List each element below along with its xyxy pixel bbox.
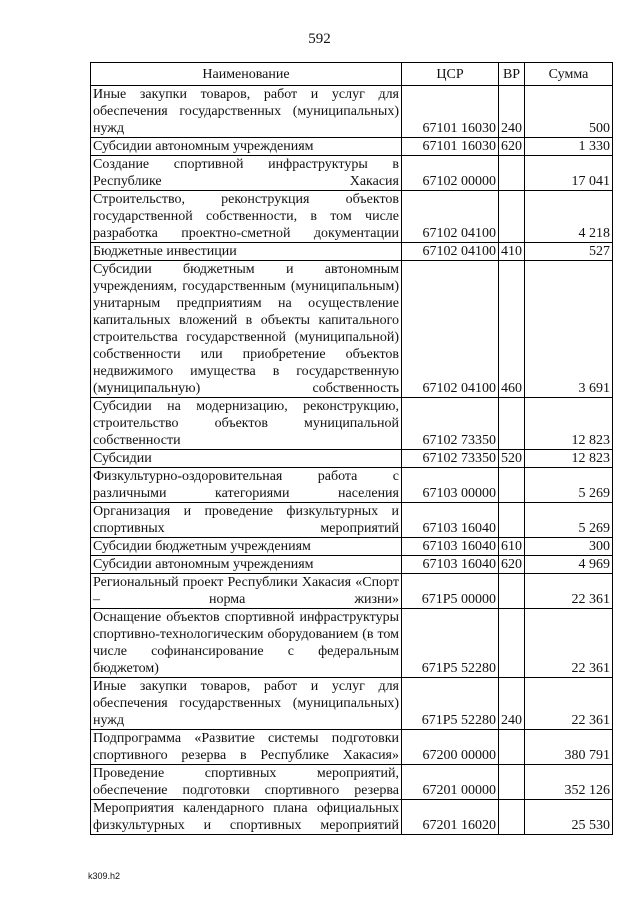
row-sum: 380 791	[525, 730, 613, 765]
row-vr	[499, 156, 525, 191]
row-sum: 5 269	[525, 468, 613, 503]
row-name: Субсидии автономным учреждениям	[91, 556, 402, 574]
row-csr: 67201 16020	[402, 800, 499, 835]
table-row	[91, 261, 613, 398]
row-csr: 671P5 52280	[402, 678, 499, 730]
table-row	[91, 138, 613, 156]
header-vr: ВР	[499, 63, 525, 86]
table-header-row	[91, 63, 613, 86]
page-number: 592	[308, 31, 331, 47]
header-csr: ЦСР	[402, 63, 499, 86]
row-name: Создание спортивной инфраструктуры в Республике Хакасия	[91, 156, 402, 191]
row-vr	[499, 765, 525, 800]
row-sum: 4 218	[525, 191, 613, 243]
row-csr: 671P5 52280	[402, 609, 499, 678]
row-vr: 620	[499, 138, 525, 156]
table-row	[91, 468, 613, 503]
table-row	[91, 609, 613, 678]
budget-table	[90, 62, 613, 835]
row-vr	[499, 800, 525, 835]
row-name: Бюджетные инвестиции	[91, 243, 402, 261]
row-sum: 4 969	[525, 556, 613, 574]
row-vr: 620	[499, 556, 525, 574]
row-csr: 67102 00000	[402, 156, 499, 191]
row-name: Субсидии на модернизацию, реконструкцию, строительство объектов муниципальной собственности	[91, 398, 402, 450]
row-vr: 610	[499, 538, 525, 556]
row-sum: 12 823	[525, 450, 613, 468]
table-row	[91, 243, 613, 261]
row-name: Субсидии	[91, 450, 402, 468]
row-sum: 1 330	[525, 138, 613, 156]
table-row	[91, 574, 613, 609]
row-vr	[499, 468, 525, 503]
row-sum: 500	[525, 86, 613, 138]
row-name: Иные закупки товаров, работ и услуг для обеспечения государственных (муниципальных) нужд	[91, 678, 402, 730]
row-sum: 12 823	[525, 398, 613, 450]
table-row	[91, 556, 613, 574]
row-csr: 67101 16030	[402, 138, 499, 156]
document-code: k309.h2	[88, 871, 121, 881]
row-name: Организация и проведение физкультурных и спортивных мероприятий	[91, 503, 402, 538]
table-row	[91, 765, 613, 800]
row-sum: 300	[525, 538, 613, 556]
table-row	[91, 730, 613, 765]
row-csr: 67200 00000	[402, 730, 499, 765]
row-csr: 67103 00000	[402, 468, 499, 503]
row-name: Региональный проект Республики Хакасия «Спорт – норма жизни»	[91, 574, 402, 609]
row-csr: 671P5 00000	[402, 574, 499, 609]
row-name: Иные закупки товаров, работ и услуг для обеспечения государственных (муниципальных) нужд	[91, 86, 402, 138]
row-name: Физкультурно-оздоровительная работа с различными категориями населения	[91, 468, 402, 503]
row-sum: 22 361	[525, 678, 613, 730]
table-row	[91, 156, 613, 191]
row-name: Оснащение объектов спортивной инфраструктуры спортивно-технологическим оборудованием (в том числе софинансирование с федеральным бюджетом)	[91, 609, 402, 678]
row-csr: 67103 16040	[402, 538, 499, 556]
row-vr: 460	[499, 261, 525, 398]
row-csr: 67101 16030	[402, 86, 499, 138]
row-csr: 67102 73350	[402, 450, 499, 468]
row-sum: 22 361	[525, 574, 613, 609]
row-name: Подпрограмма «Развитие системы подготовки спортивного резерва в Республике Хакасия»	[91, 730, 402, 765]
table-row	[91, 86, 613, 138]
row-vr	[499, 191, 525, 243]
row-csr: 67103 16040	[402, 556, 499, 574]
row-sum: 352 126	[525, 765, 613, 800]
table-row	[91, 538, 613, 556]
row-csr: 67102 04100	[402, 243, 499, 261]
row-vr	[499, 730, 525, 765]
header-sum: Сумма	[525, 63, 613, 86]
table-row	[91, 191, 613, 243]
row-name: Субсидии бюджетным и автономным учреждениям, государственным (муниципальным) унитарным предприятиям на осуществление капитальных вложений в объекты капитального строительства государственной (муниципальной) собственности или приобретение объектов недвижимого имущества в государственную (муниципальную) собственность	[91, 261, 402, 398]
table-row	[91, 800, 613, 835]
row-sum: 3 691	[525, 261, 613, 398]
row-sum: 25 530	[525, 800, 613, 835]
row-name: Субсидии бюджетным учреждениям	[91, 538, 402, 556]
row-name: Строительство, реконструкция объектов государственной собственности, в том числе разработка проектно-сметной документации	[91, 191, 402, 243]
row-vr: 240	[499, 678, 525, 730]
row-name: Проведение спортивных мероприятий, обеспечение подготовки спортивного резерва	[91, 765, 402, 800]
row-csr: 67102 04100	[402, 261, 499, 398]
row-vr	[499, 574, 525, 609]
row-vr: 410	[499, 243, 525, 261]
row-name: Субсидии автономным учреждениям	[91, 138, 402, 156]
table-row	[91, 398, 613, 450]
row-name: Мероприятия календарного плана официальных физкультурных и спортивных мероприятий	[91, 800, 402, 835]
table-row	[91, 503, 613, 538]
row-csr: 67103 16040	[402, 503, 499, 538]
header-name: Наименование	[91, 63, 402, 86]
row-vr	[499, 609, 525, 678]
row-vr: 240	[499, 86, 525, 138]
row-sum: 22 361	[525, 609, 613, 678]
row-csr: 67102 04100	[402, 191, 499, 243]
row-csr: 67102 73350	[402, 398, 499, 450]
row-sum: 527	[525, 243, 613, 261]
row-vr	[499, 503, 525, 538]
table-row	[91, 678, 613, 730]
row-vr: 520	[499, 450, 525, 468]
row-sum: 17 041	[525, 156, 613, 191]
table-row	[91, 450, 613, 468]
row-sum: 5 269	[525, 503, 613, 538]
row-csr: 67201 00000	[402, 765, 499, 800]
row-vr	[499, 398, 525, 450]
